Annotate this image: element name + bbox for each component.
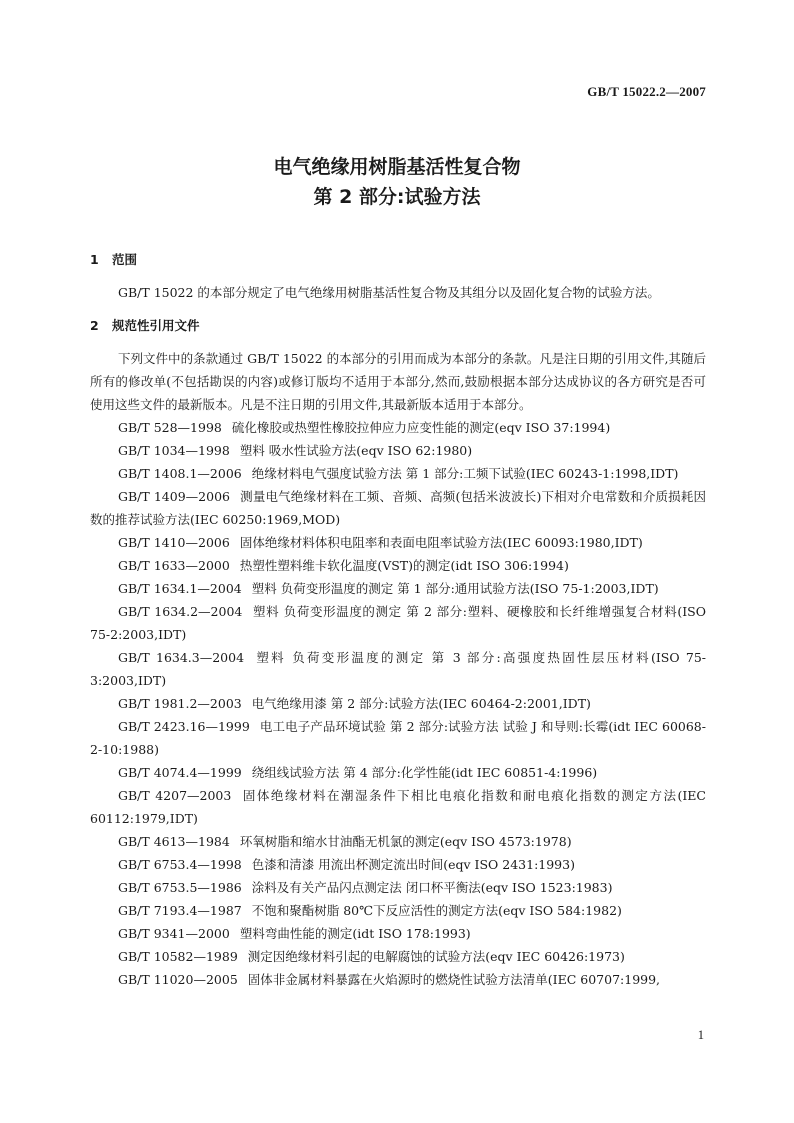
reference-code: GB/T 7193.4—1987: [118, 903, 242, 918]
section-number: 2: [90, 318, 99, 333]
reference-item: [90, 968, 706, 991]
reference-code: GB/T 9341—2000: [118, 926, 230, 941]
reference-title: 测定因绝缘材料引起的电解腐蚀的试验方法(eqv IEC 60426:1973): [247, 949, 625, 964]
reference-title: 固体绝缘材料在潮湿条件下相比电痕化指数和耐电痕化指数的测定方法(IEC 60112:1979,IDT): [90, 788, 706, 826]
reference-list: [90, 416, 706, 991]
section-2-heading: [90, 314, 706, 337]
reference-item: [90, 784, 706, 830]
reference-title: 不饱和聚酯树脂 80℃下反应活性的测定方法(eqv ISO 584:1982): [251, 903, 622, 918]
reference-code: GB/T 1981.2—2003: [118, 696, 242, 711]
reference-item: [90, 416, 706, 439]
reference-item: [90, 692, 706, 715]
reference-title: 电气绝缘用漆 第 2 部分:试验方法(IEC 60464-2:2001,IDT): [251, 696, 591, 711]
reference-title: 热塑性塑料维卡软化温度(VST)的测定(idt ISO 306:1994): [239, 558, 569, 573]
reference-code: GB/T 6753.4—1998: [118, 857, 242, 872]
page-number: 1: [697, 1028, 704, 1042]
reference-code: GB/T 1633—2000: [118, 558, 230, 573]
reference-code: GB/T 2423.16—1999: [118, 719, 250, 734]
reference-item: [90, 646, 706, 692]
reference-title: 固体非金属材料暴露在火焰源时的燃烧性试验方法清单(IEC 60707:1999,: [247, 972, 661, 987]
section-number: 1: [90, 252, 99, 267]
reference-title: 涂料及有关产品闪点测定法 闭口杯平衡法(eqv ISO 1523:1983): [251, 880, 613, 895]
reference-item: [90, 876, 706, 899]
standard-code: GB/T 15022.2—2007: [587, 84, 706, 99]
reference-code: GB/T 528—1998: [118, 420, 222, 435]
reference-title: 塑料 负荷变形温度的测定 第 1 部分:通用试验方法(ISO 75-1:2003,IDT): [251, 581, 659, 596]
title-line-2: 第 2 部分:试验方法: [313, 186, 481, 208]
reference-title: 硫化橡胶或热塑性橡胶拉伸应力应变性能的测定(eqv ISO 37:1994): [231, 420, 611, 435]
reference-item: [90, 945, 706, 968]
reference-item: [90, 600, 706, 646]
reference-title: 固体绝缘材料体积电阻率和表面电阻率试验方法(IEC 60093:1980,IDT): [239, 535, 643, 550]
reference-code: GB/T 6753.5—1986: [118, 880, 242, 895]
reference-title: 电工电子产品环境试验 第 2 部分:试验方法 试验 J 和导则:长霉(idt IEC 60068-2-10:1988): [90, 719, 706, 757]
reference-item: [90, 715, 706, 761]
reference-item: [90, 462, 706, 485]
reference-item: [90, 853, 706, 876]
document-body: [90, 248, 706, 991]
document-title: [0, 152, 794, 212]
reference-code: GB/T 10582—1989: [118, 949, 238, 964]
reference-code: GB/T 11020—2005: [118, 972, 238, 987]
section-1-heading: [90, 248, 706, 271]
reference-item: [90, 554, 706, 577]
reference-item: [90, 922, 706, 945]
reference-code: GB/T 1634.3—2004: [118, 650, 245, 665]
reference-item: [90, 761, 706, 784]
reference-code: GB/T 1634.1—2004: [118, 581, 242, 596]
reference-item: [90, 577, 706, 600]
section-1-paragraph: GB/T 15022 的本部分规定了电气绝缘用树脂基活性复合物及其组分以及固化复合物的试验方法。: [118, 285, 660, 300]
reference-title: 塑料 负荷变形温度的测定 第 2 部分:塑料、硬橡胶和长纤维增强复合材料(ISO 75-2:2003,IDT): [90, 604, 706, 642]
reference-item: [90, 830, 706, 853]
reference-code: GB/T 1409—2006: [118, 489, 230, 504]
section-2-paragraph: 下列文件中的条款通过 GB/T 15022 的本部分的引用而成为本部分的条款。凡是注日期的引用文件,其随后所有的修改单(不包括勘误的内容)或修订版均不适用于本部分,然而,鼓励根据本部分达成协议的各方研究是否可使用这些文件的最新版本。凡是不注日期的引用文件,其最新版本适用于本部分。: [90, 351, 706, 412]
reference-code: GB/T 1034—1998: [118, 443, 230, 458]
reference-title: 绝缘材料电气强度试验方法 第 1 部分:工频下试验(IEC 60243-1:1998,IDT): [251, 466, 679, 481]
reference-item: [90, 485, 706, 531]
reference-title: 环氧树脂和缩水甘油酯无机氯的测定(eqv ISO 4573:1978): [239, 834, 572, 849]
reference-code: GB/T 4074.4—1999: [118, 765, 242, 780]
reference-code: GB/T 1410—2006: [118, 535, 230, 550]
reference-title: 塑料弯曲性能的测定(idt ISO 178:1993): [239, 926, 471, 941]
title-line-1: 电气绝缘用树脂基活性复合物: [273, 156, 521, 178]
reference-code: GB/T 1634.2—2004: [118, 604, 243, 619]
reference-title: 绕组线试验方法 第 4 部分:化学性能(idt IEC 60851-4:1996): [251, 765, 598, 780]
reference-title: 色漆和清漆 用流出杯测定流出时间(eqv ISO 2431:1993): [251, 857, 575, 872]
section-title: 规范性引用文件: [112, 318, 200, 333]
reference-title: 塑料 负荷变形温度的测定 第 3 部分:高强度热固性层压材料(ISO 75-3:2003,IDT): [90, 650, 706, 688]
reference-item: [90, 531, 706, 554]
reference-item: [90, 899, 706, 922]
section-title: 范围: [112, 252, 138, 267]
reference-title: 塑料 吸水性试验方法(eqv ISO 62:1980): [239, 443, 473, 458]
reference-code: GB/T 4613—1984: [118, 834, 230, 849]
reference-title: 测量电气绝缘材料在工频、音频、高频(包括米波波长)下相对介电常数和介质损耗因数的推荐试验方法(IEC 60250:1969,MOD): [90, 489, 706, 527]
reference-code: GB/T 4207—2003: [118, 788, 232, 803]
reference-item: [90, 439, 706, 462]
reference-code: GB/T 1408.1—2006: [118, 466, 242, 481]
